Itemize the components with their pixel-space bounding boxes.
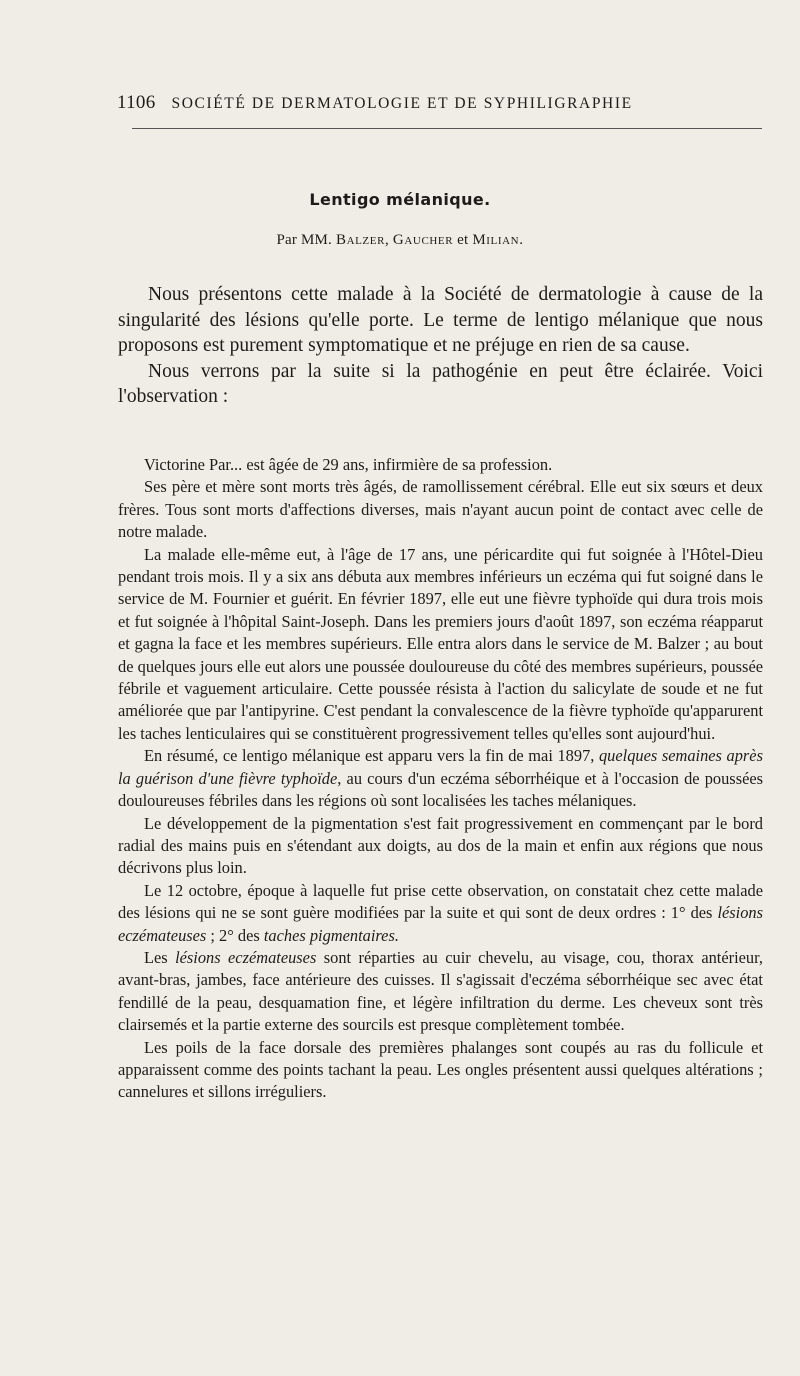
eczema-italic: lésions eczémateuses <box>175 947 317 967</box>
summary-italic: quelques semaines après la guérison d'une fièvre typhoïde <box>118 746 763 788</box>
paragraph-pathogenie: Nous verrons par la suite si la pathogénie en peut être éclairée. Voici l'observation : <box>118 360 763 407</box>
paragraph-medical-history: La malade elle-même eut, à l'âge de 17 ans, une péricardite qui fut soignée à l'Hôtel-Dieu pendant trois mois. Il y a six ans débuta aux membres inférieurs un eczéma qui fut soigné dans le service de M. Fournier et guérit. En février 1897, elle eut une fièvre typhoïde qui dura trois mois et fut soignée à l'hôpital Saint-Joseph. Dans les premiers jours d'août 1897, son eczéma réapparut et gagna la face et les membres supérieurs. Elle entra alors dans le service de M. Balzer ; au bout de quelques jours elle eut alors une poussée douloureuse du côté des membres supérieurs, poussée fébrile et vaguement articulaire. Cette poussée résista à l'action du salicylate de soude et ne fut améliorée que par l'antipyrine. C'est pendant la convalescence de la fièvre typhoïde qu'apparurent les taches lenticulaires qui se constituèrent progressivement telles qu'elles sont aujourd'hui. <box>118 544 763 743</box>
lead-text <box>118 282 763 410</box>
article-title: Lentigo mélanique. <box>309 190 491 209</box>
eczema-text-end: sont réparties au cuir chevelu, au visage, cou, thorax antérieur, avant-bras, jambes, face antérieure des cuisses. Il s'agissait d'eczéma séborrhéique sec avec état fendillé de la peau, desquamation fine, et légère infiltration du derme. Les cheveux sont très clairsemés et la partie externe des sourcils est presque complètement tombée. <box>118 947 763 1035</box>
october-italic-lesions: lésions eczémateuses <box>118 903 763 945</box>
paragraph-summary <box>118 745 763 812</box>
author-balzer: Balzer <box>335 232 386 248</box>
byline-prefix: Par MM. <box>276 232 333 248</box>
summary-text-start: En résumé, ce lentigo mélanique est apparu vers la fin de mai 1897, <box>144 746 595 766</box>
paragraph-pigmentation: Le développement de la pigmentation s'est fait progressivement en commençant par le bord radial des mains puis en s'étendant aux doigts, au dos de la main et enfin aux régions que nous décrivons plus loin. <box>118 813 763 878</box>
byline: Par MM. Balzer, Gaucher et Milian. <box>276 232 524 248</box>
paragraph-hair-nails: Les poils de la face dorsale des premières phalanges sont coupés au ras du follicule et apparaissent comme des points tachant la peau. Les ongles présentent aussi quelques altérations ; cannelures et sillons irréguliers. <box>118 1037 763 1102</box>
byline-and: et <box>457 232 469 248</box>
october-text-mid: ; 2° des <box>210 925 260 945</box>
header-rule <box>132 128 762 129</box>
author-gaucher: Gaucher <box>392 232 454 248</box>
page-number: 1106 <box>117 92 156 113</box>
observation-text <box>118 454 763 1104</box>
paragraph-intro: Nous présentons cette malade à la Société de dermatologie à cause de la singularité des lésions qu'elle porte. Le terme de lentigo mélanique que nous proposons est purement symptomatique et ne préjuge en rien de sa cause. <box>118 284 763 356</box>
paragraph-family-history: Ses père et mère sont morts très âgés, de ramollissement cérébral. Elle eut six sœurs et deux frères. Tous sont morts d'affections diverses, mais n'ayant aucun point de contact avec celle de notre malade. <box>118 477 763 542</box>
summary-text-end: , au cours d'un eczéma séborrhéique et à l'occasion de poussées douloureuses fébriles dans les régions où sont localisées les taches mélaniques. <box>118 768 763 811</box>
october-text-start: Le 12 octobre, époque à laquelle fut prise cette observation, on constatait chez cette malade des lésions qui ne se sont guère modifiées par la suite et qui sont de deux ordres : 1° des <box>118 880 763 923</box>
journal-title: SOCIÉTÉ DE DERMATOLOGIE ET DE SYPHILIGRAPHIE <box>171 95 633 112</box>
paragraph-october <box>118 880 763 947</box>
october-italic-taches: taches pigmentaires. <box>263 925 399 945</box>
author-milian: Milian. <box>472 232 524 248</box>
paragraph-patient: Victorine Par... est âgée de 29 ans, infirmière de sa profession. <box>144 455 553 474</box>
running-head <box>117 92 762 118</box>
paragraph-eczema-lesions <box>118 947 763 1037</box>
eczema-text-start: Les <box>144 947 168 967</box>
